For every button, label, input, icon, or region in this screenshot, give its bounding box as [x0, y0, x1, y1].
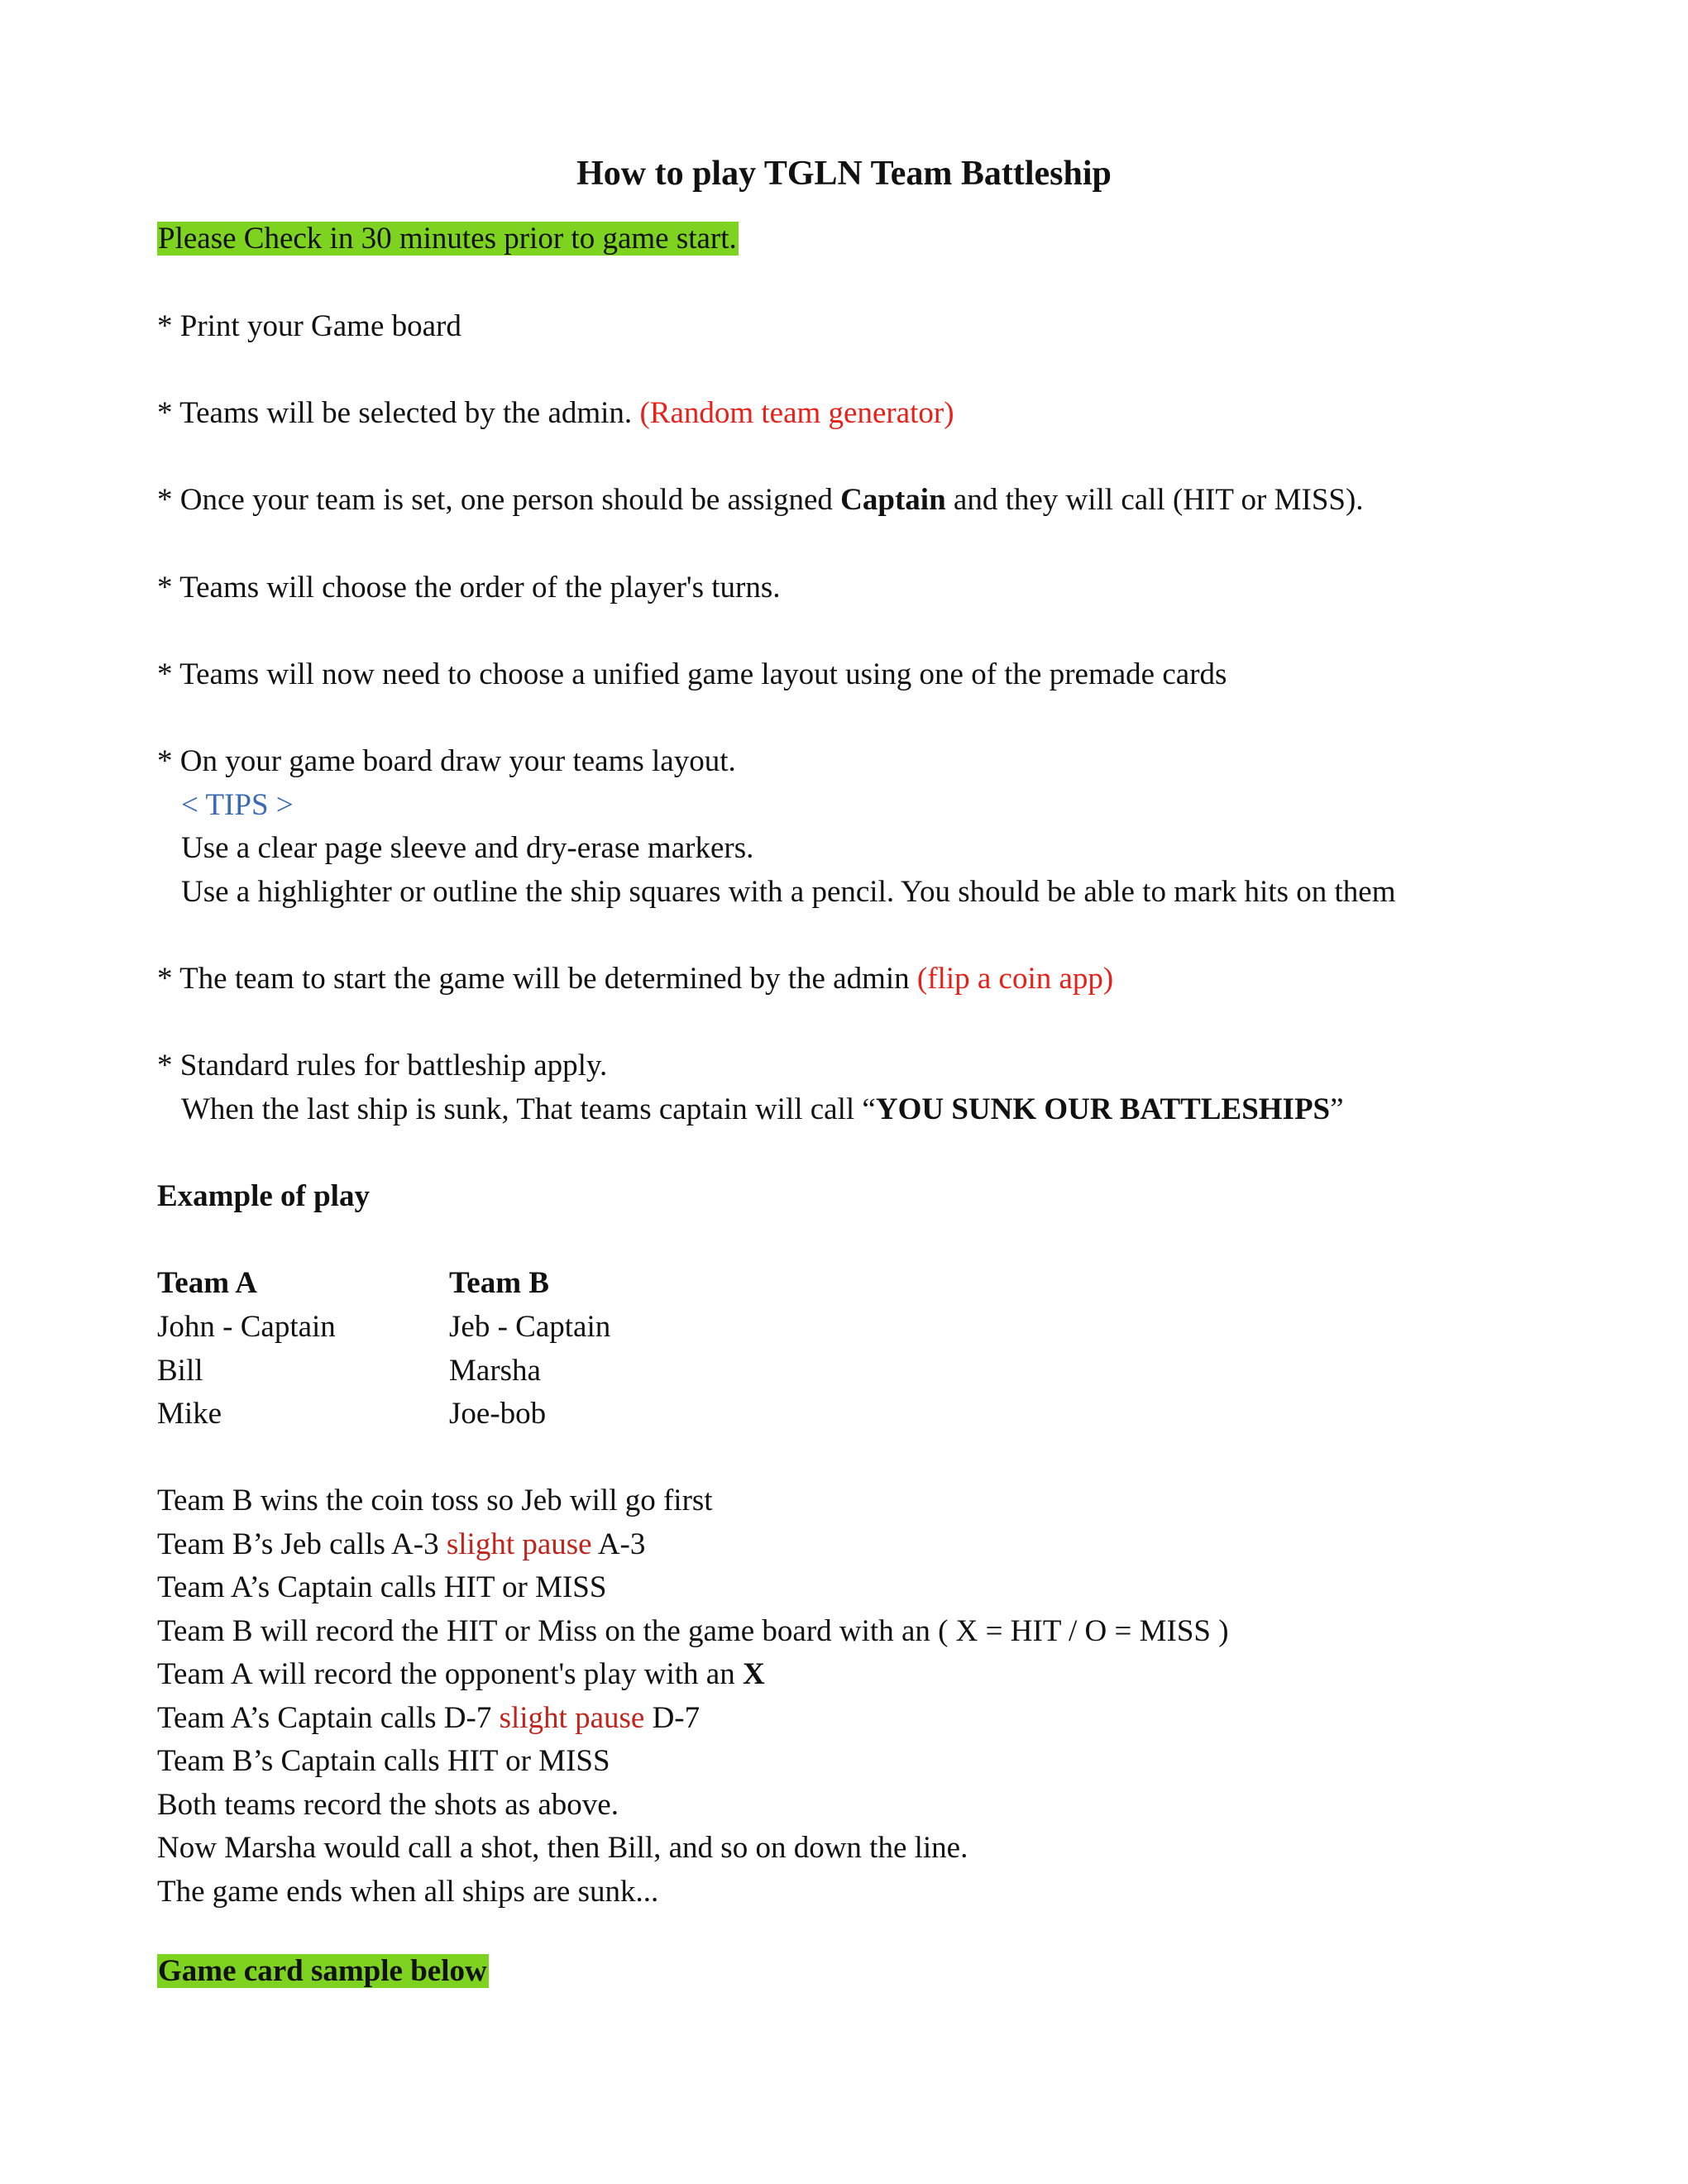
example-heading: Example of play	[157, 1179, 370, 1213]
example-line	[157, 1527, 645, 1563]
rule-text: When the last ship is sunk, That teams captain will call “	[181, 1092, 876, 1126]
slight-pause-note: slight pause	[446, 1527, 592, 1561]
checkin-highlight: Please Check in 30 minutes prior to game start.	[158, 222, 737, 256]
example-text: A-3	[591, 1527, 646, 1561]
team-b-member: Marsha	[449, 1354, 541, 1388]
captain-bold: Captain	[840, 483, 946, 517]
example-line: Both teams record the shots as above.	[157, 1788, 619, 1822]
rule-text: * Teams will be selected by the admin.	[157, 396, 640, 430]
team-b-heading: Team B	[449, 1266, 549, 1300]
x-mark-bold: X	[742, 1657, 765, 1691]
team-a-member: Mike	[157, 1397, 222, 1431]
game-card-notice	[157, 1953, 489, 1990]
rule-captain	[157, 482, 1364, 519]
rule-standard: * Standard rules for battleship apply.	[157, 1049, 608, 1082]
rule-text: and they will call (HIT or MISS).	[945, 483, 1364, 517]
tip-highlighter: Use a highlighter or outline the ship squares with a pencil. You should be able to mark hits on them	[181, 875, 1396, 909]
team-b-member: Jeb - Captain	[449, 1310, 611, 1344]
example-line: Now Marsha would call a shot, then Bill, and so on down the line.	[157, 1831, 968, 1865]
rule-turn-order: * Teams will choose the order of the player's turns.	[157, 571, 781, 605]
example-line: Team B’s Captain calls HIT or MISS	[157, 1744, 610, 1778]
example-line	[157, 1700, 700, 1737]
rule-layout: * Teams will now need to choose a unified game layout using one of the premade cards	[157, 657, 1227, 691]
page-title: How to play TGLN Team Battleship	[576, 155, 1112, 193]
rule-text: * Once your team is set, one person should be assigned	[157, 483, 841, 517]
slight-pause-note: slight pause	[499, 1701, 645, 1735]
tip-sleeve: Use a clear page sleeve and dry-erase markers.	[181, 831, 754, 865]
team-b-member: Joe-bob	[449, 1397, 547, 1431]
sunk-phrase: YOU SUNK OUR BATTLESHIPS	[875, 1092, 1331, 1126]
coin-app-note: (flip a coin app)	[916, 962, 1114, 996]
random-team-note: (Random team generator)	[639, 396, 954, 430]
example-line	[157, 1656, 765, 1693]
team-a-member: Bill	[157, 1354, 203, 1388]
tips-label: < TIPS >	[181, 788, 294, 822]
rule-start-team	[157, 961, 1113, 997]
rule-sunk-call	[181, 1092, 1344, 1128]
example-line: Team A’s Captain calls HIT or MISS	[157, 1570, 607, 1604]
rule-text: * The team to start the game will be determined by the admin	[157, 962, 917, 996]
example-text: D-7	[644, 1701, 701, 1735]
game-card-highlight: Game card sample below	[158, 1954, 487, 1988]
team-a-heading: Team A	[157, 1266, 257, 1300]
rule-print-board: * Print your Game board	[157, 309, 461, 343]
checkin-notice	[157, 221, 739, 257]
example-line: Team B will record the HIT or Miss on the game board with an ( X = HIT / O = MISS )	[157, 1614, 1229, 1648]
example-text: Team A will record the opponent's play with an	[157, 1657, 743, 1691]
example-text: Team A’s Captain calls D-7	[157, 1701, 500, 1735]
rule-team-selection	[157, 395, 954, 432]
rule-text: ”	[1330, 1092, 1344, 1126]
example-line: Team B wins the coin toss so Jeb will go first	[157, 1484, 713, 1517]
example-line: The game ends when all ships are sunk...	[157, 1875, 659, 1909]
rule-draw-layout: * On your game board draw your teams layout.	[157, 744, 736, 778]
team-a-member: John - Captain	[157, 1310, 336, 1344]
example-text: Team B’s Jeb calls A-3	[157, 1527, 447, 1561]
